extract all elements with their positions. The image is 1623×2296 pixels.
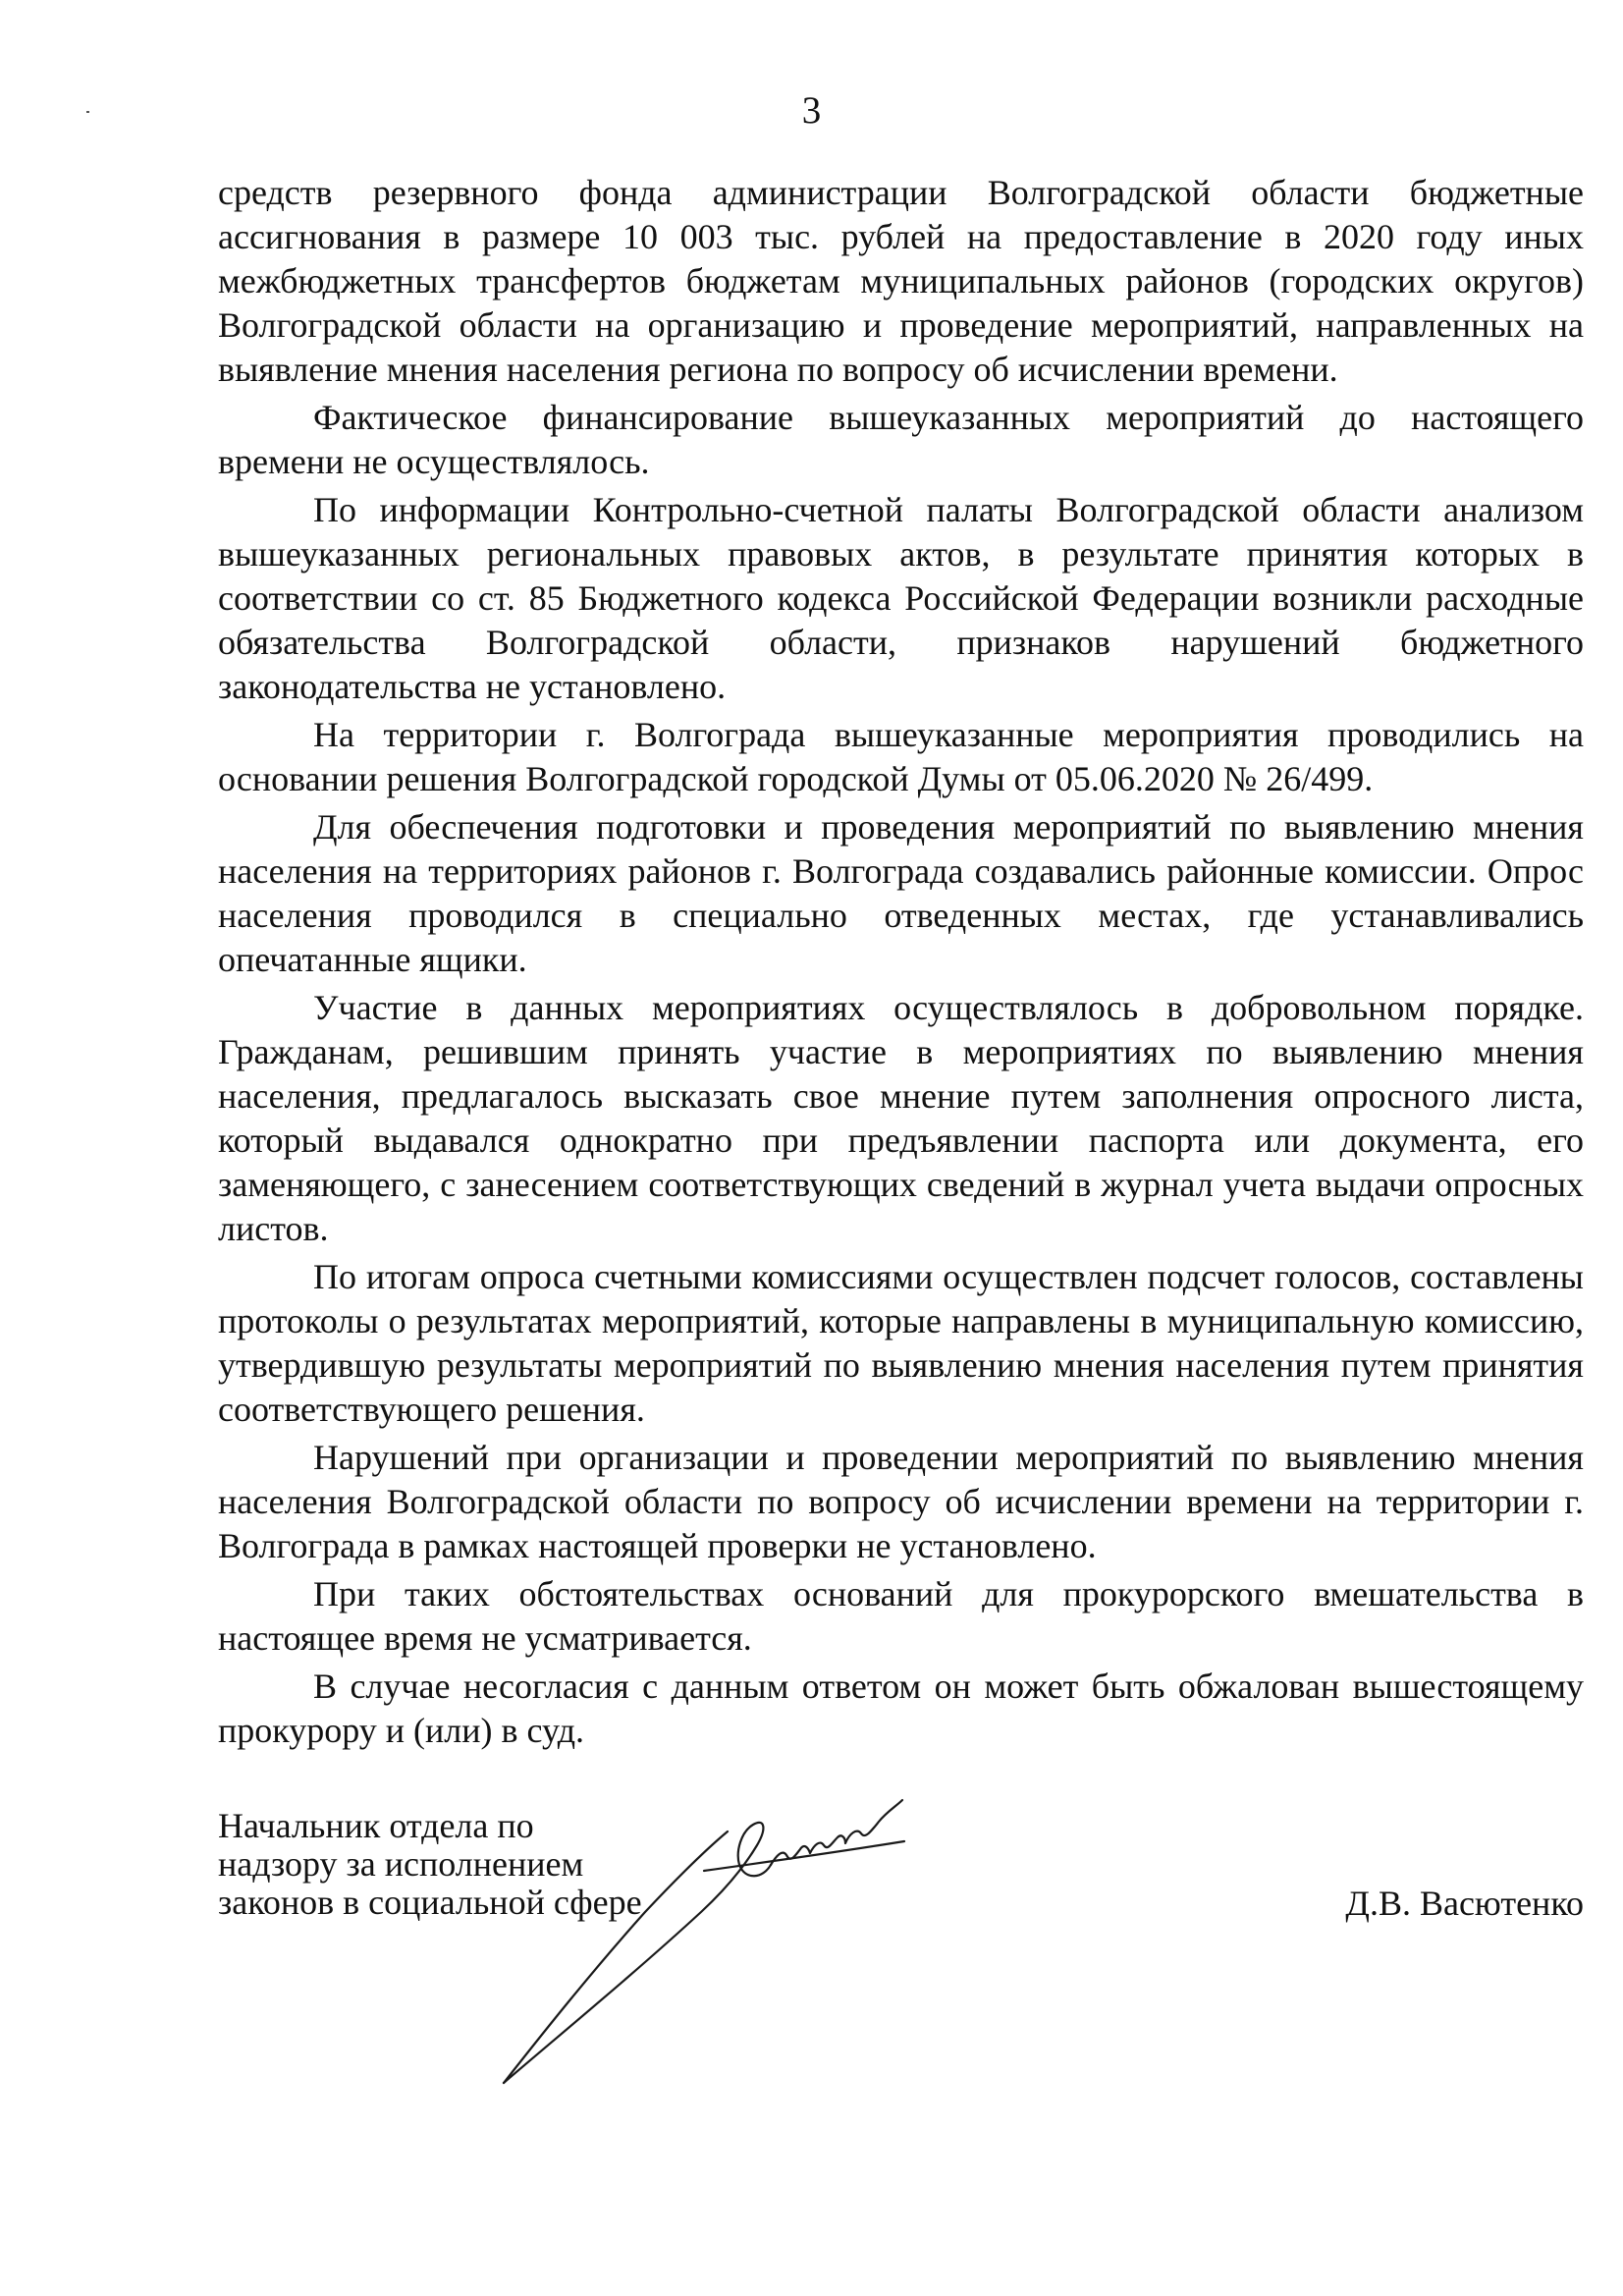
paragraph-5: Для обеспечения подготовки и проведения мероприятий по выявлению мнения населения на территориях районов г. Волгограда создавались районные комиссии. Опрос населения проводился в специально отведенных местах, где устанавливались опечатанные ящики. [218, 807, 1584, 979]
letter-body [218, 171, 1584, 1757]
paragraph-9: При таких обстоятельствах оснований для прокурорского вмешательства в настоящее время не усматривается. [218, 1574, 1584, 1658]
paragraph-6: Участие в данных мероприятиях осуществлялось в добровольном порядке. Гражданам, решившим принять участие в мероприятиях по выявлению мнения населения, предлагалось высказать свое мнение путем заполнения опросного листа, который выдавался однократно при предъявлении паспорта или документа, его заменяющего, с занесением соответствующих сведений в журнал учета выдачи опросных листов. [218, 988, 1584, 1248]
signer-name: Д.В. Васютенко [1345, 1884, 1584, 1923]
paragraph-10: В случае несогласия с данным ответом он может быть обжалован вышестоящему прокурору и (или) в суд. [218, 1667, 1584, 1750]
signature-block [218, 1807, 1584, 2102]
page-number: 3 [801, 89, 822, 132]
handwritten-signature [500, 1792, 912, 2092]
paragraph-2: Фактическое финансирование вышеуказанных мероприятий до настоящего времени не осуществлялось. [218, 398, 1584, 481]
paragraph-8: Нарушений при организации и проведении мероприятий по выявлению мнения населения Волгоградской области по вопросу об исчислении времени на территории г. Волгограда в рамках настоящей проверки не установлено. [218, 1438, 1584, 1565]
paragraph-1: средств резервного фонда администрации Волгоградской области бюджетные ассигнования в размере 10 003 тыс. рублей на предоставление в 2020 году иных межбюджетных трансфертов бюджетам муниципальных районов (городских округов) Волгоградской области на организацию и проведение мероприятий, направленных на выявление мнения населения региона по вопросу об исчислении времени. [218, 173, 1584, 389]
paragraph-4: На территории г. Волгограда вышеуказанные мероприятия проводились на основании решения Волгоградской городской Думы от 05.06.2020 № 26/499. [218, 715, 1584, 798]
paragraph-7: По итогам опроса счетными комиссиями осуществлен подсчет голосов, составлены протоколы о результатах мероприятий, которые направлены в муниципальную комиссию, утвердившую результаты мероприятий по выявлению мнения населения путем принятия соответствующего решения. [218, 1257, 1584, 1429]
paragraph-3: По информации Контрольно-счетной палаты Волгоградской области анализом вышеуказанных региональных правовых актов, в результате принятия которых в соответствии со ст. 85 Бюджетного кодекса Российской Федерации возникли расходные обязательства Волгоградской области, признаков нарушений бюджетного законодательства не установлено. [218, 490, 1584, 706]
signer-position: Начальник отдела по надзору за исполнением законов в социальной сфере [218, 1806, 642, 1922]
